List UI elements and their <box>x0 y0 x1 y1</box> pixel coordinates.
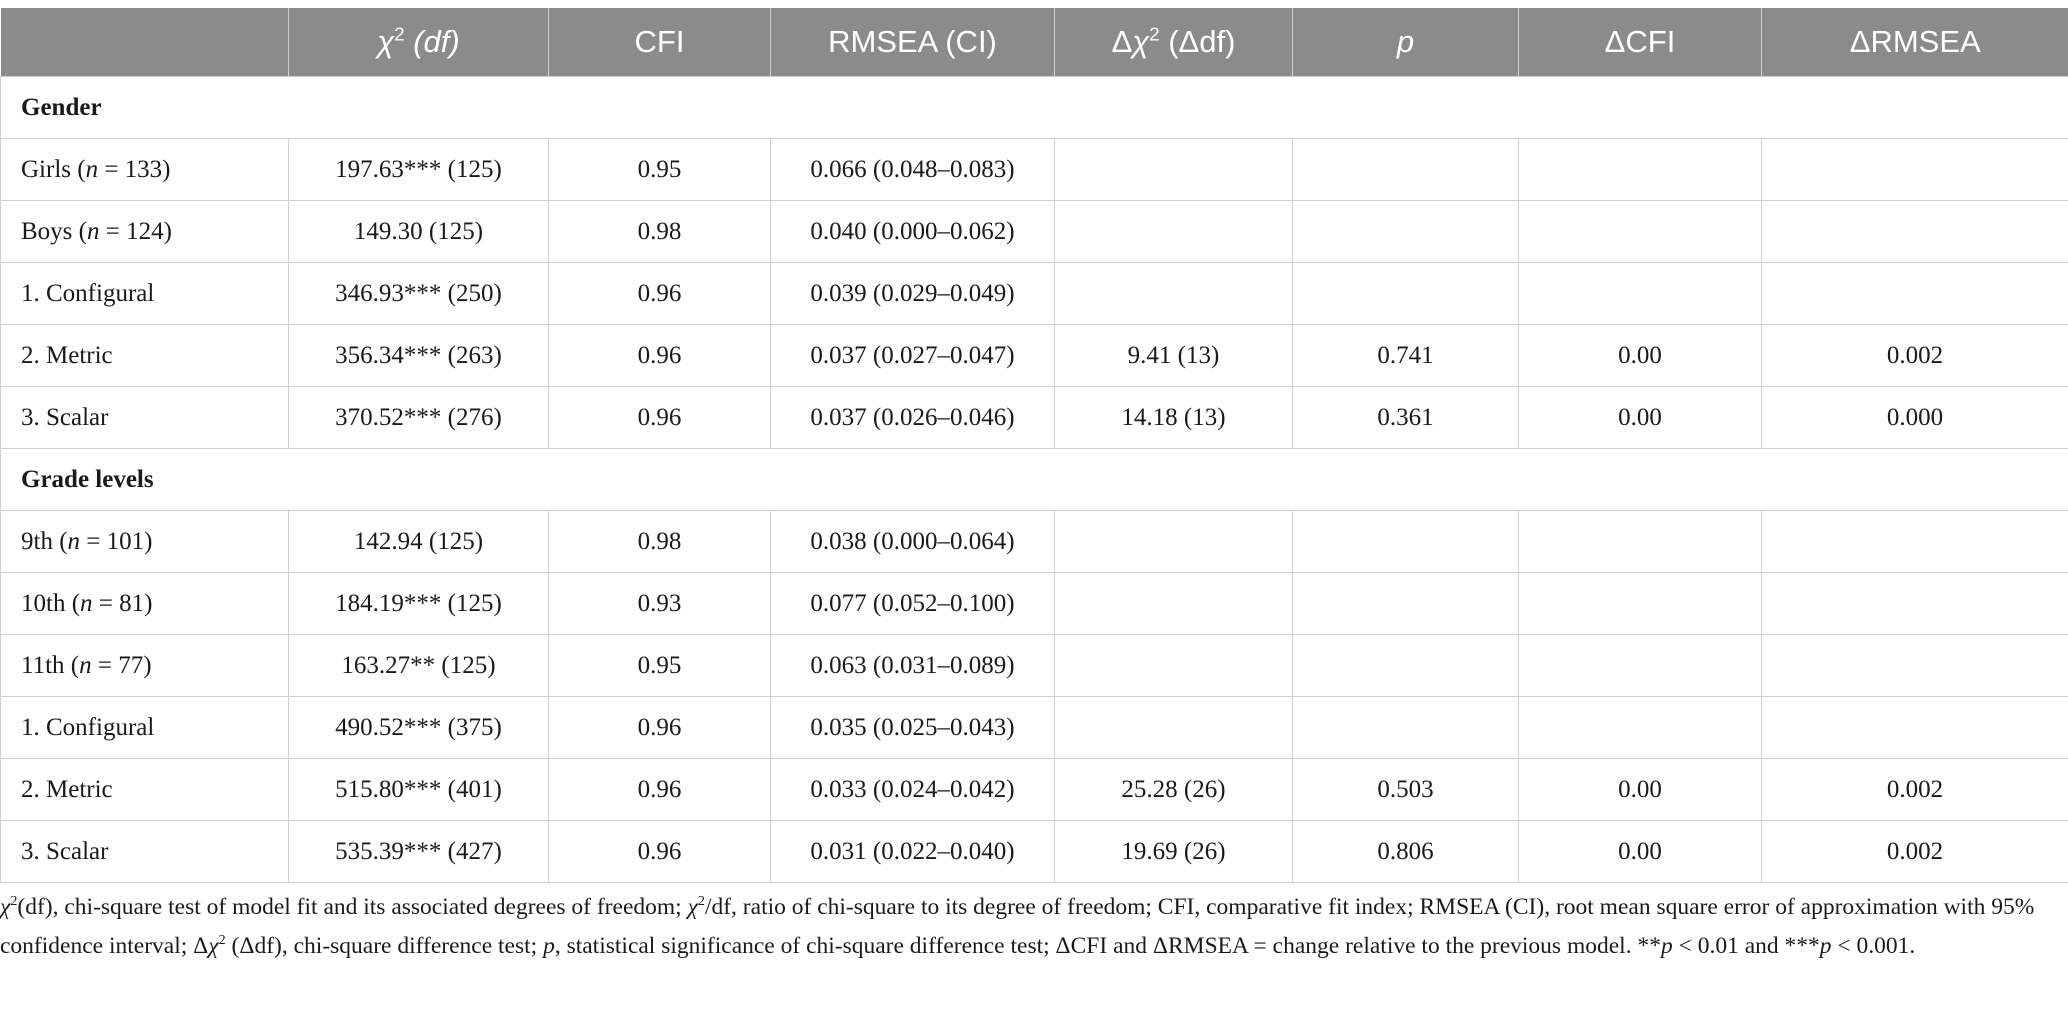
delta-chi-square-cell <box>1055 139 1293 201</box>
delta-cfi-cell <box>1519 635 1762 697</box>
footnote-segment: p <box>1819 933 1832 959</box>
row-label <box>1 511 289 573</box>
table-footnote <box>0 888 2060 966</box>
delta-cfi-cell: 0.00 <box>1519 821 1762 883</box>
chi-square-cell: 149.30 (125) <box>289 201 549 263</box>
rmsea-cell: 0.040 (0.000–0.062) <box>771 201 1055 263</box>
cfi-cell: 0.96 <box>549 263 771 325</box>
p-value-cell <box>1293 263 1519 325</box>
footnote-segment: 2 <box>218 932 226 949</box>
header-text: RMSEA (CI) <box>828 24 997 59</box>
p-value-cell: 0.806 <box>1293 821 1519 883</box>
table-row <box>1 139 2068 201</box>
delta-cfi-cell: 0.00 <box>1519 387 1762 449</box>
table-row <box>1 697 2068 759</box>
header-delta-rmsea <box>1762 8 2068 77</box>
footnote-segment: χ <box>687 894 698 920</box>
rmsea-cell: 0.077 (0.052–0.100) <box>771 573 1055 635</box>
delta-rmsea-cell <box>1762 697 2068 759</box>
row-label-text: 2. Metric <box>21 341 113 369</box>
table-row <box>1 325 2068 387</box>
delta-cfi-cell <box>1519 263 1762 325</box>
footnote-segment: < 0.01 and *** <box>1672 933 1820 959</box>
cfi-cell: 0.95 <box>549 139 771 201</box>
group-header-row <box>1 77 2068 139</box>
chi-square-cell: 142.94 (125) <box>289 511 549 573</box>
chi-square-cell: 535.39*** (427) <box>289 821 549 883</box>
chi-square-cell: 346.93*** (250) <box>289 263 549 325</box>
cfi-cell: 0.96 <box>549 821 771 883</box>
delta-chi-square-cell: 14.18 (13) <box>1055 387 1293 449</box>
row-label <box>1 325 289 387</box>
table-row <box>1 821 2068 883</box>
table-row <box>1 573 2068 635</box>
model-fit-table <box>0 8 2068 883</box>
header-delta-cfi <box>1519 8 1762 77</box>
row-label-n: n <box>85 155 99 183</box>
row-label-text: 1. Configural <box>21 713 155 741</box>
delta-chi-square-cell <box>1055 201 1293 263</box>
p-value-cell <box>1293 635 1519 697</box>
row-label <box>1 821 289 883</box>
header-text: ΔCFI <box>1604 24 1676 59</box>
p-value-cell <box>1293 139 1519 201</box>
footnote-segment: /df, ratio of chi-square to its degree of freedom; CFI, comparative fit index; RMSEA (CI), root mean square error of approximation with 95% confidence interval; Δ <box>0 894 2035 959</box>
delta-chi-square-cell: 9.41 (13) <box>1055 325 1293 387</box>
cfi-cell: 0.98 <box>549 511 771 573</box>
delta-rmsea-cell <box>1762 139 2068 201</box>
row-label-text: Girls ( <box>21 155 86 183</box>
rmsea-cell: 0.035 (0.025–0.043) <box>771 697 1055 759</box>
row-label-count: = 77) <box>91 651 152 679</box>
table-row <box>1 263 2068 325</box>
rmsea-cell: 0.033 (0.024–0.042) <box>771 759 1055 821</box>
delta-cfi-cell <box>1519 511 1762 573</box>
table-row <box>1 387 2068 449</box>
row-label-count: = 81) <box>92 589 153 617</box>
group-header-row <box>1 449 2068 511</box>
cfi-cell: 0.96 <box>549 759 771 821</box>
cfi-cell: 0.96 <box>549 697 771 759</box>
delta-chi-square-cell: 19.69 (26) <box>1055 821 1293 883</box>
row-label-text: 9th ( <box>21 527 68 555</box>
rmsea-cell: 0.063 (0.031–0.089) <box>771 635 1055 697</box>
header-superscript: 2 <box>1149 23 1160 45</box>
cfi-cell: 0.98 <box>549 201 771 263</box>
row-label <box>1 263 289 325</box>
cfi-cell: 0.93 <box>549 573 771 635</box>
p-value-cell <box>1293 511 1519 573</box>
footnote-segment: p <box>543 933 555 959</box>
header-chi-square <box>289 8 549 77</box>
header-suffix: (Δdf) <box>1159 24 1236 59</box>
header-rmsea <box>771 8 1055 77</box>
chi-square-cell: 490.52*** (375) <box>289 697 549 759</box>
delta-rmsea-cell <box>1762 201 2068 263</box>
delta-chi-square-cell <box>1055 511 1293 573</box>
rmsea-cell: 0.066 (0.048–0.083) <box>771 139 1055 201</box>
delta-cfi-cell <box>1519 139 1762 201</box>
p-value-cell <box>1293 201 1519 263</box>
header-superscript: 2 <box>394 23 405 45</box>
p-value-cell: 0.361 <box>1293 387 1519 449</box>
chi-square-cell: 356.34*** (263) <box>289 325 549 387</box>
table-row <box>1 511 2068 573</box>
delta-chi-square-cell <box>1055 573 1293 635</box>
footnote-segment: 2 <box>697 893 705 910</box>
chi-square-cell: 515.80*** (401) <box>289 759 549 821</box>
table-row <box>1 635 2068 697</box>
header-symbol: χ <box>377 24 395 59</box>
header-text: ΔRMSEA <box>1849 24 1981 59</box>
footnote-segment: 2 <box>10 893 18 910</box>
delta-chi-square-cell <box>1055 263 1293 325</box>
header-suffix: (df) <box>404 24 460 59</box>
row-label-text: 3. Scalar <box>21 403 109 431</box>
row-label-text: 10th ( <box>21 589 81 617</box>
chi-square-cell: 197.63*** (125) <box>289 139 549 201</box>
delta-rmsea-cell: 0.002 <box>1762 821 2068 883</box>
table-container <box>0 8 2068 883</box>
row-label-text: 2. Metric <box>21 775 113 803</box>
rmsea-cell: 0.038 (0.000–0.064) <box>771 511 1055 573</box>
row-label-count: = 124) <box>99 217 172 245</box>
footnote-segment: χ <box>208 933 219 959</box>
delta-chi-square-cell <box>1055 635 1293 697</box>
row-label <box>1 759 289 821</box>
table-row <box>1 759 2068 821</box>
rmsea-cell: 0.031 (0.022–0.040) <box>771 821 1055 883</box>
table-body <box>1 77 2068 883</box>
delta-rmsea-cell <box>1762 263 2068 325</box>
group-title: Gender <box>1 77 2068 139</box>
row-label-n: n <box>79 651 92 679</box>
p-value-cell <box>1293 697 1519 759</box>
group-title: Grade levels <box>1 449 2068 511</box>
footnote-segment: (Δdf), chi-square difference test; <box>225 933 544 959</box>
delta-rmsea-cell: 0.002 <box>1762 325 2068 387</box>
delta-rmsea-cell <box>1762 511 2068 573</box>
footnote-segment: (df), chi-square test of model fit and its associated degrees of freedom; <box>17 894 688 920</box>
delta-cfi-cell: 0.00 <box>1519 759 1762 821</box>
header-symbol: p <box>1396 24 1415 59</box>
header-text: CFI <box>634 24 685 59</box>
footnote-segment: p <box>1660 933 1673 959</box>
delta-chi-square-cell <box>1055 697 1293 759</box>
cfi-cell: 0.95 <box>549 635 771 697</box>
row-label <box>1 387 289 449</box>
row-label <box>1 635 289 697</box>
footnote-segment: < 0.001. <box>1831 933 1916 959</box>
p-value-cell: 0.741 <box>1293 325 1519 387</box>
delta-cfi-cell <box>1519 573 1762 635</box>
delta-chi-square-cell: 25.28 (26) <box>1055 759 1293 821</box>
rmsea-cell: 0.037 (0.027–0.047) <box>771 325 1055 387</box>
delta-rmsea-cell: 0.000 <box>1762 387 2068 449</box>
row-label <box>1 697 289 759</box>
row-label-text: Boys ( <box>21 217 87 245</box>
row-label <box>1 201 289 263</box>
delta-cfi-cell <box>1519 697 1762 759</box>
row-label <box>1 139 289 201</box>
footnote-segment: , statistical significance of chi-square difference test; ΔCFI and ΔRMSEA = change relative to the previous model. ** <box>554 933 1661 959</box>
chi-square-cell: 184.19*** (125) <box>289 573 549 635</box>
delta-cfi-cell <box>1519 201 1762 263</box>
header-p <box>1293 8 1519 77</box>
chi-square-cell: 163.27** (125) <box>289 635 549 697</box>
row-label-n: n <box>67 527 81 555</box>
cfi-cell: 0.96 <box>549 325 771 387</box>
delta-cfi-cell: 0.00 <box>1519 325 1762 387</box>
header-cfi <box>549 8 771 77</box>
header-symbol: χ <box>1132 24 1150 59</box>
rmsea-cell: 0.039 (0.029–0.049) <box>771 263 1055 325</box>
p-value-cell: 0.503 <box>1293 759 1519 821</box>
delta-rmsea-cell <box>1762 635 2068 697</box>
rmsea-cell: 0.037 (0.026–0.046) <box>771 387 1055 449</box>
row-label <box>1 573 289 635</box>
p-value-cell <box>1293 573 1519 635</box>
delta-rmsea-cell <box>1762 573 2068 635</box>
header-row <box>1 8 2068 77</box>
header-delta-chi-square <box>1055 8 1293 77</box>
cfi-cell: 0.96 <box>549 387 771 449</box>
row-label-count: = 133) <box>98 155 171 183</box>
row-label-n: n <box>86 217 100 245</box>
row-label-text: 3. Scalar <box>21 837 109 865</box>
delta-rmsea-cell: 0.002 <box>1762 759 2068 821</box>
chi-square-cell: 370.52*** (276) <box>289 387 549 449</box>
row-label-count: = 101) <box>80 527 153 555</box>
header-text: Δ <box>1111 24 1133 59</box>
header-blank <box>1 8 289 77</box>
row-label-n: n <box>80 589 93 617</box>
row-label-text: 11th ( <box>21 651 80 679</box>
table-row <box>1 201 2068 263</box>
footnote-segment: χ <box>0 894 11 920</box>
row-label-text: 1. Configural <box>21 279 155 307</box>
